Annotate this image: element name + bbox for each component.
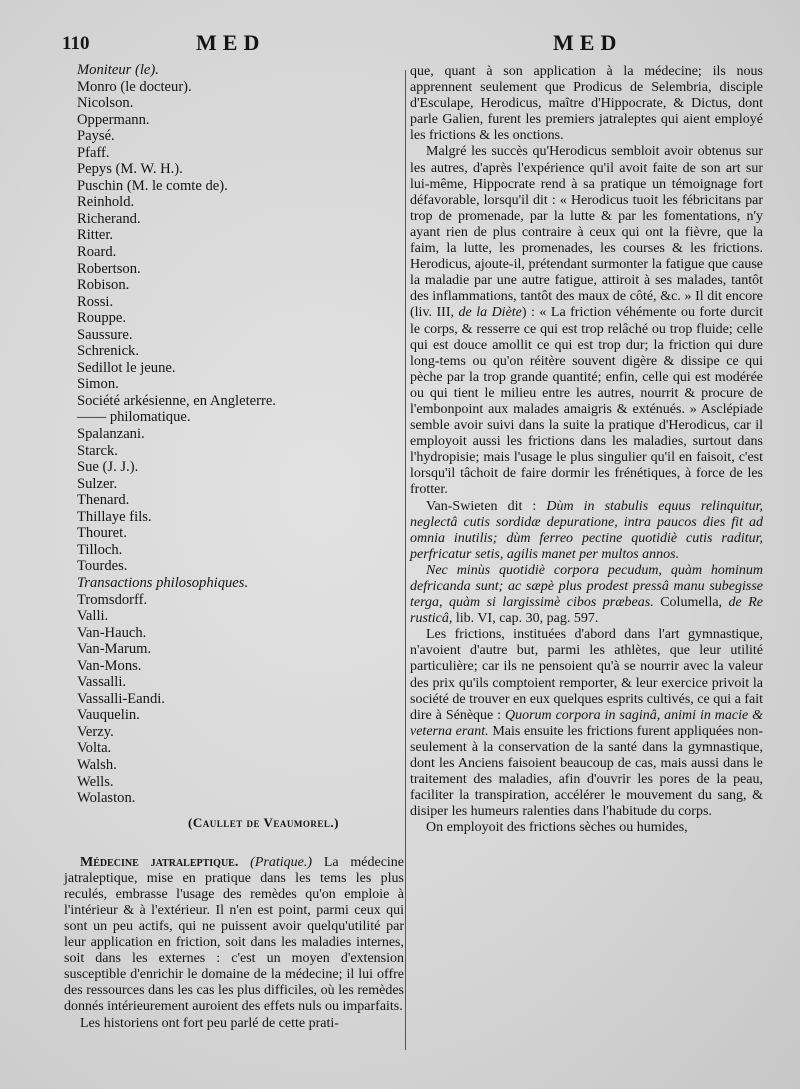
italic-text: de Re rusticâ, bbox=[410, 595, 763, 627]
article-headword: Médecine jatraleptique. bbox=[80, 854, 239, 870]
author-list-item: Van-Marum. bbox=[77, 641, 152, 658]
author-list-item: Saussure. bbox=[77, 326, 133, 343]
author-list-item: Tourdes. bbox=[77, 558, 128, 575]
author-list bbox=[64, 62, 404, 807]
author-list-item: Rossi. bbox=[77, 293, 114, 310]
author-list-item: Société arkésienne, en Angleterre. bbox=[77, 392, 276, 409]
author-list-item: Robison. bbox=[77, 277, 130, 294]
paragraph: que, quant à son application à la médecine; ils nous apprennent seulement que Prodicus de Selembria, disciple d'Esculape, Herodicus, maître d'Hippocrate, & Dictus, dont parle Galien, furent les premiers jatraleptes qui aient employé les frictions & les onctions. bbox=[410, 64, 763, 144]
author-list-item: Starck. bbox=[77, 442, 118, 459]
author-list-item: Tilloch. bbox=[77, 541, 123, 558]
author-list-item: Van-Mons. bbox=[77, 657, 142, 674]
author-list-item: Thouret. bbox=[77, 525, 127, 542]
author-list-item: Thenard. bbox=[77, 492, 130, 509]
author-list-item: Nicolson. bbox=[77, 95, 134, 112]
author-list-item: Puschin (M. le comte de). bbox=[77, 177, 228, 194]
author-list-item: Transactions philosophiques. bbox=[77, 574, 249, 591]
text-run: Malgré les succès qu'Herodicus sembloit avoir obtenus sur les autres, d'après l'expérience qu'il avoit faite de son art sur lui-même, Hippocrate rend à sa pratique un témoignage fort défavorable, lorsqu'il dit : « Herodicus tuoit les fébricitans par trop de promenade, par la lutte & par les fomentations, n'y ayant rien de plus contraire à ceux qui ont la fièvre, que la faim, la lutte, les promenades, les courses & les frictions. Herodicus, ajoute-il, prétendant surmonter la fatigue que cause la maladie par une autre fatigue, attiroit à ses malades, tantôt des inflammations, tantôt des maux de côté, &c. » Il dit encore (liv. III, bbox=[410, 144, 763, 321]
right-running-head: MED bbox=[553, 30, 623, 55]
article-body: La médecine jatraleptique, mise en pratique dans les tems les plus reculés, embrasse l'usage des remèdes qu'on emploie à l'intérieur & à l'extérieur. Il n'en est point, parmi ceux qui sont un peu actifs, qui ne puissent avoir quelqu'utilité par leur application en friction, soit dans les maladies internes, soit dans les externes : c'est un moyen d'extension susceptible d'enrichir le domaine de la médecine; il lui offre des ressources dans les cas les plus difficiles, où les remèdes donnés intérieurement auroient des effets nuls ou imparfaits. bbox=[64, 854, 405, 1015]
italic-text: de la Diète bbox=[458, 305, 522, 321]
latin-quote: Quorum corpora in saginâ, animi in macie & veterna erant. bbox=[410, 707, 764, 739]
article-paragraph bbox=[64, 855, 404, 1016]
author-list-item: —— philomatique. bbox=[77, 409, 191, 426]
author-list-item: Oppermann. bbox=[77, 111, 150, 128]
text-run: ) : « La friction véhémente ou forte durcit le corps, & resserre ce qui est trop relâché ou trop fluide; celle qui est douce amollit ce qui est trop dur; la friction qui dure long-tems ou qu'on réitère souvent digère & dissipe ce qui pèche par la trop grande quantité; enfin, celle qui est modérée ou qui tient le milieu entre les autres, nourrit & procure de l'embonpoint aux malades amaigris & exténués. » Asclépiade semble avoir suivi dans la suite la pratique d'Herodicus, car il employoit aussi les frictions dans les maladies, surtout dans l'hydropisie; mais l'usage le plus singulier qu'il en faisoit, c'est lorsqu'il tâchoit de faire dormir les frénétiques, à force de les frotter. bbox=[410, 305, 763, 498]
paragraph: Les historiens ont fort peu parlé de cette prati- bbox=[80, 1015, 339, 1031]
author-list-item: Walsh. bbox=[77, 756, 117, 773]
latin-quote: Nec minùs quotidiè corpora pecudum, quàm hominum defricanda sunt; ac sæpè plus prodest pressâ manu subegisse terga, quàm si largissimè cibos præbeas. bbox=[410, 562, 763, 611]
author-list-item: Vassalli-Eandi. bbox=[77, 690, 165, 707]
author-list-item: Simon. bbox=[77, 376, 119, 393]
author-list-item: Moniteur (le). bbox=[77, 62, 159, 78]
left-column bbox=[64, 62, 404, 1032]
left-running-head: MED bbox=[196, 30, 266, 55]
author-list-item: Monro (le docteur). bbox=[77, 78, 192, 95]
author-list-item: Roard. bbox=[77, 244, 117, 261]
right-column bbox=[410, 64, 763, 837]
article-author: (Caullet de Veaumorel.) bbox=[188, 814, 339, 830]
author-list-item: Sue (J. J.). bbox=[77, 459, 139, 476]
paragraph bbox=[410, 563, 763, 627]
author-list-item: Van-Hauch. bbox=[77, 624, 147, 641]
author-list-item: Thillaye fils. bbox=[77, 508, 152, 525]
author-list-item: Paysé. bbox=[77, 128, 115, 145]
paragraph bbox=[410, 144, 763, 498]
page-number: 110 bbox=[62, 33, 90, 54]
author-list-item: Reinhold. bbox=[77, 194, 135, 211]
author-list-item: Vassalli. bbox=[77, 674, 127, 691]
author-list-item: Valli. bbox=[77, 608, 109, 625]
author-list-item: Rouppe. bbox=[77, 310, 127, 327]
author-list-item: Verzy. bbox=[77, 723, 114, 740]
author-list-item: Sedillot le jeune. bbox=[77, 359, 176, 376]
paragraph: On employoit des frictions sèches ou humides, bbox=[426, 820, 688, 836]
paragraph bbox=[410, 499, 763, 563]
author-list-item: Pfaff. bbox=[77, 144, 110, 161]
column-divider bbox=[405, 70, 406, 1050]
text-run: Les frictions, instituées d'abord dans l'art gymnastique, n'avoient d'autre but, parmi les athlètes, que leur utilité particulière; car ils ne pensoient qu'à se nourrir avec la valeur des prix qu'ils comptoient remporter, & leur exercice privoit la société de trouver en eux quelques esprits cultivés, ce qui a fait dire à Sénèque : bbox=[410, 627, 763, 723]
latin-quote: Dùm in stabulis equus relinquitur, neglectâ cutis sordidæ depuratione, intra paucos dies fit ad omnia inutilis; dùm ferreo pectine quotidiè cutis raditur, perfricatur setis, agilis manet per multos annos. bbox=[410, 498, 764, 562]
author-list-item: Volta. bbox=[77, 740, 112, 757]
author-list-item: Wells. bbox=[77, 773, 114, 790]
author-list-item: Schrenick. bbox=[77, 343, 140, 360]
author-list-item: Tromsdorff. bbox=[77, 591, 148, 608]
text-run: lib. VI, cap. 30, pag. 597. bbox=[455, 611, 599, 627]
author-list-item: Richerand. bbox=[77, 210, 141, 227]
author-list-item: Sulzer. bbox=[77, 475, 118, 492]
text-run: Mais ensuite les frictions furent appliquées non-seulement à la conservation de la santé dans la gymnastique, dont les Anciens faisoient beaucoup de cas, mais aussi dans le traitement des maladies, afin d'ouvrir les pores de la peau, faciliter la transpiration, accélérer le mouvement du sang, & disiper les humeurs ralenties dans l'habitude du corps. bbox=[410, 723, 764, 820]
text-run: Columella, bbox=[660, 595, 723, 611]
paragraph bbox=[410, 627, 763, 820]
text-run: Van-Swieten dit : bbox=[426, 498, 537, 514]
author-list-item: Ritter. bbox=[77, 227, 114, 244]
author-list-item: Robertson. bbox=[77, 260, 141, 277]
author-list-item: Wolaston. bbox=[77, 790, 136, 807]
author-list-item: Vauquelin. bbox=[77, 707, 140, 724]
author-list-item: Pepys (M. W. H.). bbox=[77, 161, 183, 178]
author-list-item: Spalanzani. bbox=[77, 426, 145, 443]
article-qualifier: (Pratique.) bbox=[250, 854, 312, 870]
